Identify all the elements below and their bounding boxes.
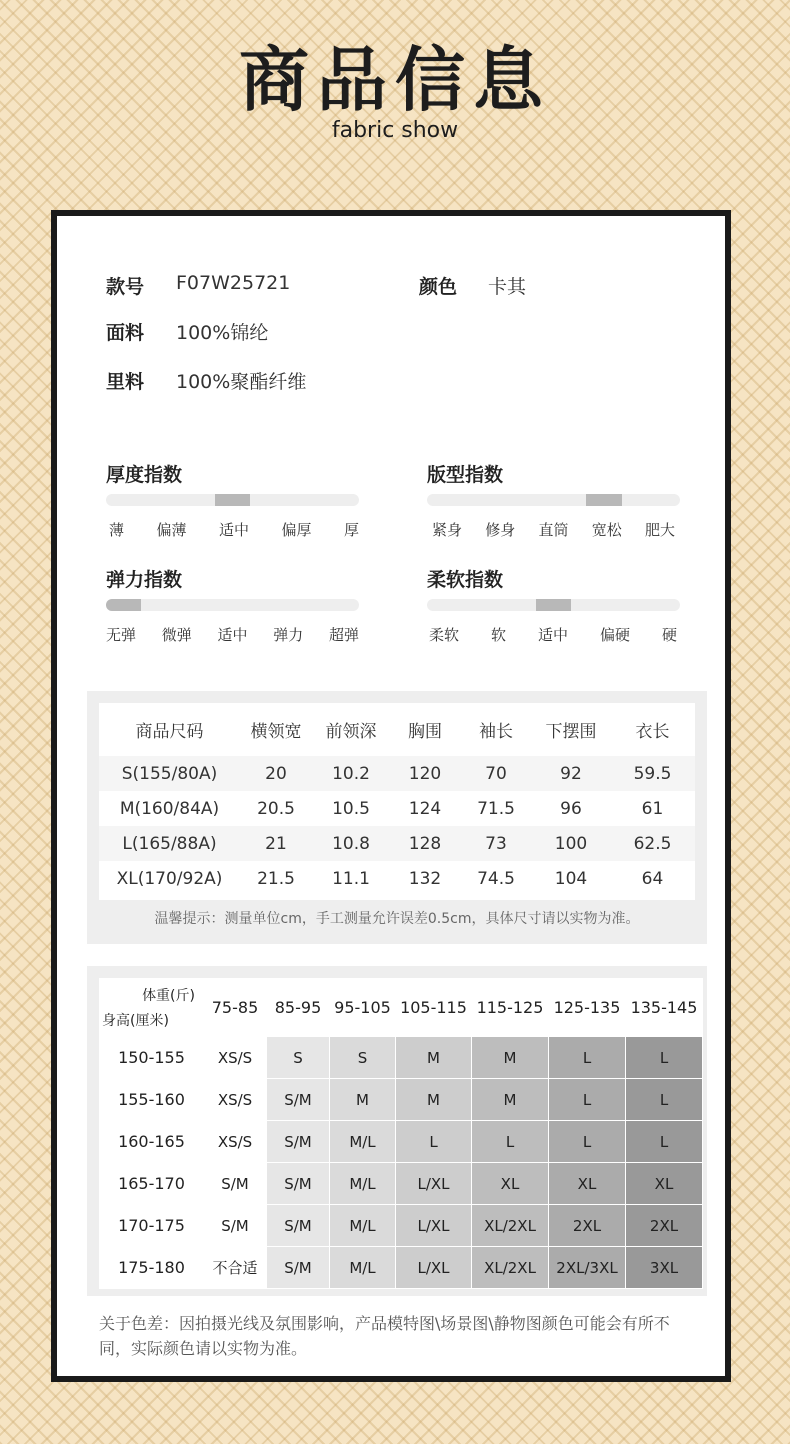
size-cell: L: [472, 1121, 549, 1163]
scale-tick: 适中: [537, 626, 568, 644]
size-cell: XS/S: [204, 1121, 267, 1163]
table-cell: 120: [408, 763, 442, 784]
elasticity-index-bar: [106, 599, 359, 611]
scale-tick: 柔软: [429, 626, 460, 644]
table-cell: 62.5: [633, 833, 672, 854]
table-cell: 104: [554, 868, 588, 889]
table-row: [100, 1205, 703, 1247]
fit-index-scale: [432, 519, 675, 540]
size-cell: 2XL/3XL: [549, 1247, 626, 1289]
size-cell: S/M: [267, 1121, 330, 1163]
size-cell: M/L: [330, 1121, 396, 1163]
table-row: [99, 826, 695, 861]
scale-tick: 适中: [217, 626, 248, 644]
weight-header-row: [100, 979, 703, 1037]
size-table: [99, 703, 695, 900]
scale-tick: 肥大: [644, 521, 675, 539]
size-cell: 3XL: [626, 1247, 703, 1289]
size-cell: S/M: [204, 1163, 267, 1205]
thickness-index-level: [215, 494, 250, 506]
size-cell: S/M: [267, 1079, 330, 1121]
size-cell: M: [396, 1037, 472, 1079]
column-header: 衣长: [635, 722, 670, 742]
column-header: 横领宽: [250, 722, 302, 742]
table-cell: 128: [408, 833, 442, 854]
size-cell: M: [396, 1079, 472, 1121]
scale-tick: 直筒: [538, 521, 569, 539]
weight-axis-label: 体重(斤): [142, 988, 195, 1004]
table-row: [100, 1079, 703, 1121]
size-cell: L: [549, 1121, 626, 1163]
table-row: [100, 1163, 703, 1205]
size-cell: M: [472, 1079, 549, 1121]
table-cell: 21.5: [257, 868, 295, 889]
table-cell: 61: [641, 798, 664, 819]
scale-tick: 硬: [661, 626, 677, 644]
size-cell: XL: [626, 1163, 703, 1205]
thickness-index-bar: [106, 494, 359, 506]
size-table-header: [99, 703, 695, 756]
size-cell: M/L: [330, 1163, 396, 1205]
scale-tick: 超弹: [328, 626, 359, 644]
height-range-header: 160-165: [100, 1121, 204, 1163]
table-cell: 73: [485, 833, 507, 854]
column-header: 袖长: [479, 722, 513, 742]
weight-range-header: 105-115: [396, 979, 472, 1037]
table-cell: L(165/88A): [122, 833, 217, 854]
info-panel: [51, 210, 731, 1382]
size-cell: L: [549, 1079, 626, 1121]
table-cell: S(155/80A): [121, 763, 218, 784]
table-row: [99, 861, 695, 896]
thickness-index-scale: [109, 519, 359, 540]
style-label: 款号: [106, 276, 145, 298]
scale-tick: 偏薄: [156, 521, 187, 539]
size-cell: S/M: [267, 1205, 330, 1247]
table-row: [99, 756, 695, 791]
table-cell: 59.5: [633, 763, 672, 784]
color-label: 颜色: [419, 276, 458, 298]
height-range-header: 155-160: [100, 1079, 204, 1121]
scale-tick: 偏硬: [599, 626, 630, 644]
table-cell: XL(170/92A): [116, 868, 223, 889]
table-cell: M(160/84A): [119, 798, 220, 819]
size-recommendation-chart: [87, 966, 707, 1296]
page-title: 商品信息: [239, 39, 551, 121]
scale-tick: 宽松: [591, 521, 622, 539]
softness-index-bar: [427, 599, 680, 611]
weight-range-header: 95-105: [330, 979, 396, 1037]
size-cell: L/XL: [396, 1205, 472, 1247]
page-subtitle: fabric show: [331, 118, 459, 143]
scale-tick: 无弹: [106, 626, 137, 644]
scale-tick: 厚: [343, 521, 359, 539]
table-row: [100, 1037, 703, 1079]
size-cell: XS/S: [204, 1079, 267, 1121]
fit-index-level: [586, 494, 621, 506]
size-cell: XL/2XL: [472, 1205, 549, 1247]
elasticity-index-level: [106, 599, 141, 611]
table-cell: 20: [265, 763, 287, 784]
table-cell: 71.5: [477, 798, 515, 819]
size-chart: [87, 691, 707, 944]
size-cell: L/XL: [396, 1247, 472, 1289]
size-cell: L: [626, 1037, 703, 1079]
size-cell: L/XL: [396, 1163, 472, 1205]
table-row: [99, 791, 695, 826]
size-cell: XL: [472, 1163, 549, 1205]
fit-index-bar: [427, 494, 680, 506]
table-cell: 132: [408, 868, 442, 889]
column-header: 下摆围: [545, 722, 597, 742]
size-cell: 不合适: [204, 1247, 267, 1289]
table-cell: 11.1: [332, 868, 370, 889]
measurement-note: 温馨提示：测量单位cm，手工测量允许误差0.5cm，具体尺寸请以实物为准。: [154, 911, 640, 927]
table-cell: 10.5: [332, 798, 370, 819]
column-header: 商品尺码: [135, 722, 204, 742]
softness-index-level: [536, 599, 571, 611]
scale-tick: 软: [490, 626, 506, 644]
height-range-header: 165-170: [100, 1163, 204, 1205]
weight-range-header: 75-85: [204, 979, 267, 1037]
table-row: [100, 1121, 703, 1163]
size-cell: 2XL: [626, 1205, 703, 1247]
color-difference-note: 关于色差：因拍摄光线及氛围影响，产品模特图\场景图\静物图颜色可能会有所不同，实际颜色请以实物为准。: [99, 1314, 670, 1358]
lining-value: 100%聚酯纤维: [176, 371, 307, 393]
table-corner: [100, 979, 204, 1037]
scale-tick: 偏厚: [281, 521, 312, 539]
style-value: F07W25721: [176, 272, 291, 294]
scale-tick: 适中: [218, 521, 249, 539]
height-range-header: 175-180: [100, 1247, 204, 1289]
weight-range-header: 135-145: [626, 979, 703, 1037]
table-cell: 64: [641, 868, 664, 889]
size-recommendation-table: [99, 978, 703, 1289]
table-cell: 21: [265, 833, 287, 854]
size-cell: L: [626, 1079, 703, 1121]
softness-index-scale: [429, 624, 677, 645]
weight-range-header: 115-125: [472, 979, 549, 1037]
size-cell: L: [626, 1121, 703, 1163]
table-cell: 100: [554, 833, 588, 854]
size-cell: XL: [549, 1163, 626, 1205]
table-cell: 96: [560, 798, 582, 819]
size-cell: M/L: [330, 1247, 396, 1289]
size-cell: M/L: [330, 1205, 396, 1247]
table-cell: 92: [560, 763, 582, 784]
scale-tick: 薄: [109, 521, 125, 539]
thickness-index-title: 厚度指数: [106, 464, 183, 486]
size-cell: 2XL: [549, 1205, 626, 1247]
fit-index-title: 版型指数: [427, 464, 504, 486]
fabric-value: 100%锦纶: [176, 322, 269, 344]
lining-label: 里料: [106, 371, 145, 393]
size-cell: L: [549, 1037, 626, 1079]
table-cell: 124: [408, 798, 442, 819]
table-row: [100, 1247, 703, 1289]
table-cell: 70: [485, 763, 507, 784]
size-cell: S/M: [204, 1205, 267, 1247]
scale-tick: 紧身: [432, 521, 463, 539]
color-value: 卡其: [488, 276, 527, 298]
table-cell: 74.5: [477, 868, 515, 889]
weight-range-header: 85-95: [267, 979, 330, 1037]
size-cell: S: [267, 1037, 330, 1079]
elasticity-index-title: 弹力指数: [106, 569, 183, 591]
height-range-header: 170-175: [100, 1205, 204, 1247]
size-cell: M: [330, 1079, 396, 1121]
scale-tick: 微弹: [161, 626, 192, 644]
table-cell: 10.2: [332, 763, 370, 784]
softness-index-title: 柔软指数: [427, 569, 504, 591]
size-cell: L: [396, 1121, 472, 1163]
column-header: 胸围: [408, 722, 442, 742]
column-header: 前领深: [325, 722, 377, 742]
fabric-label: 面料: [106, 322, 145, 344]
size-cell: XS/S: [204, 1037, 267, 1079]
table-cell: 10.8: [332, 833, 370, 854]
size-cell: S/M: [267, 1247, 330, 1289]
size-cell: S/M: [267, 1163, 330, 1205]
size-cell: S: [330, 1037, 396, 1079]
weight-range-header: 125-135: [549, 979, 626, 1037]
size-cell: M: [472, 1037, 549, 1079]
height-axis-label: 身高(厘米): [102, 1013, 169, 1029]
elasticity-index-scale: [106, 624, 359, 645]
height-range-header: 150-155: [100, 1037, 204, 1079]
table-cell: 20.5: [257, 798, 295, 819]
scale-tick: 弹力: [273, 626, 304, 644]
scale-tick: 修身: [485, 521, 516, 539]
size-cell: XL/2XL: [472, 1247, 549, 1289]
